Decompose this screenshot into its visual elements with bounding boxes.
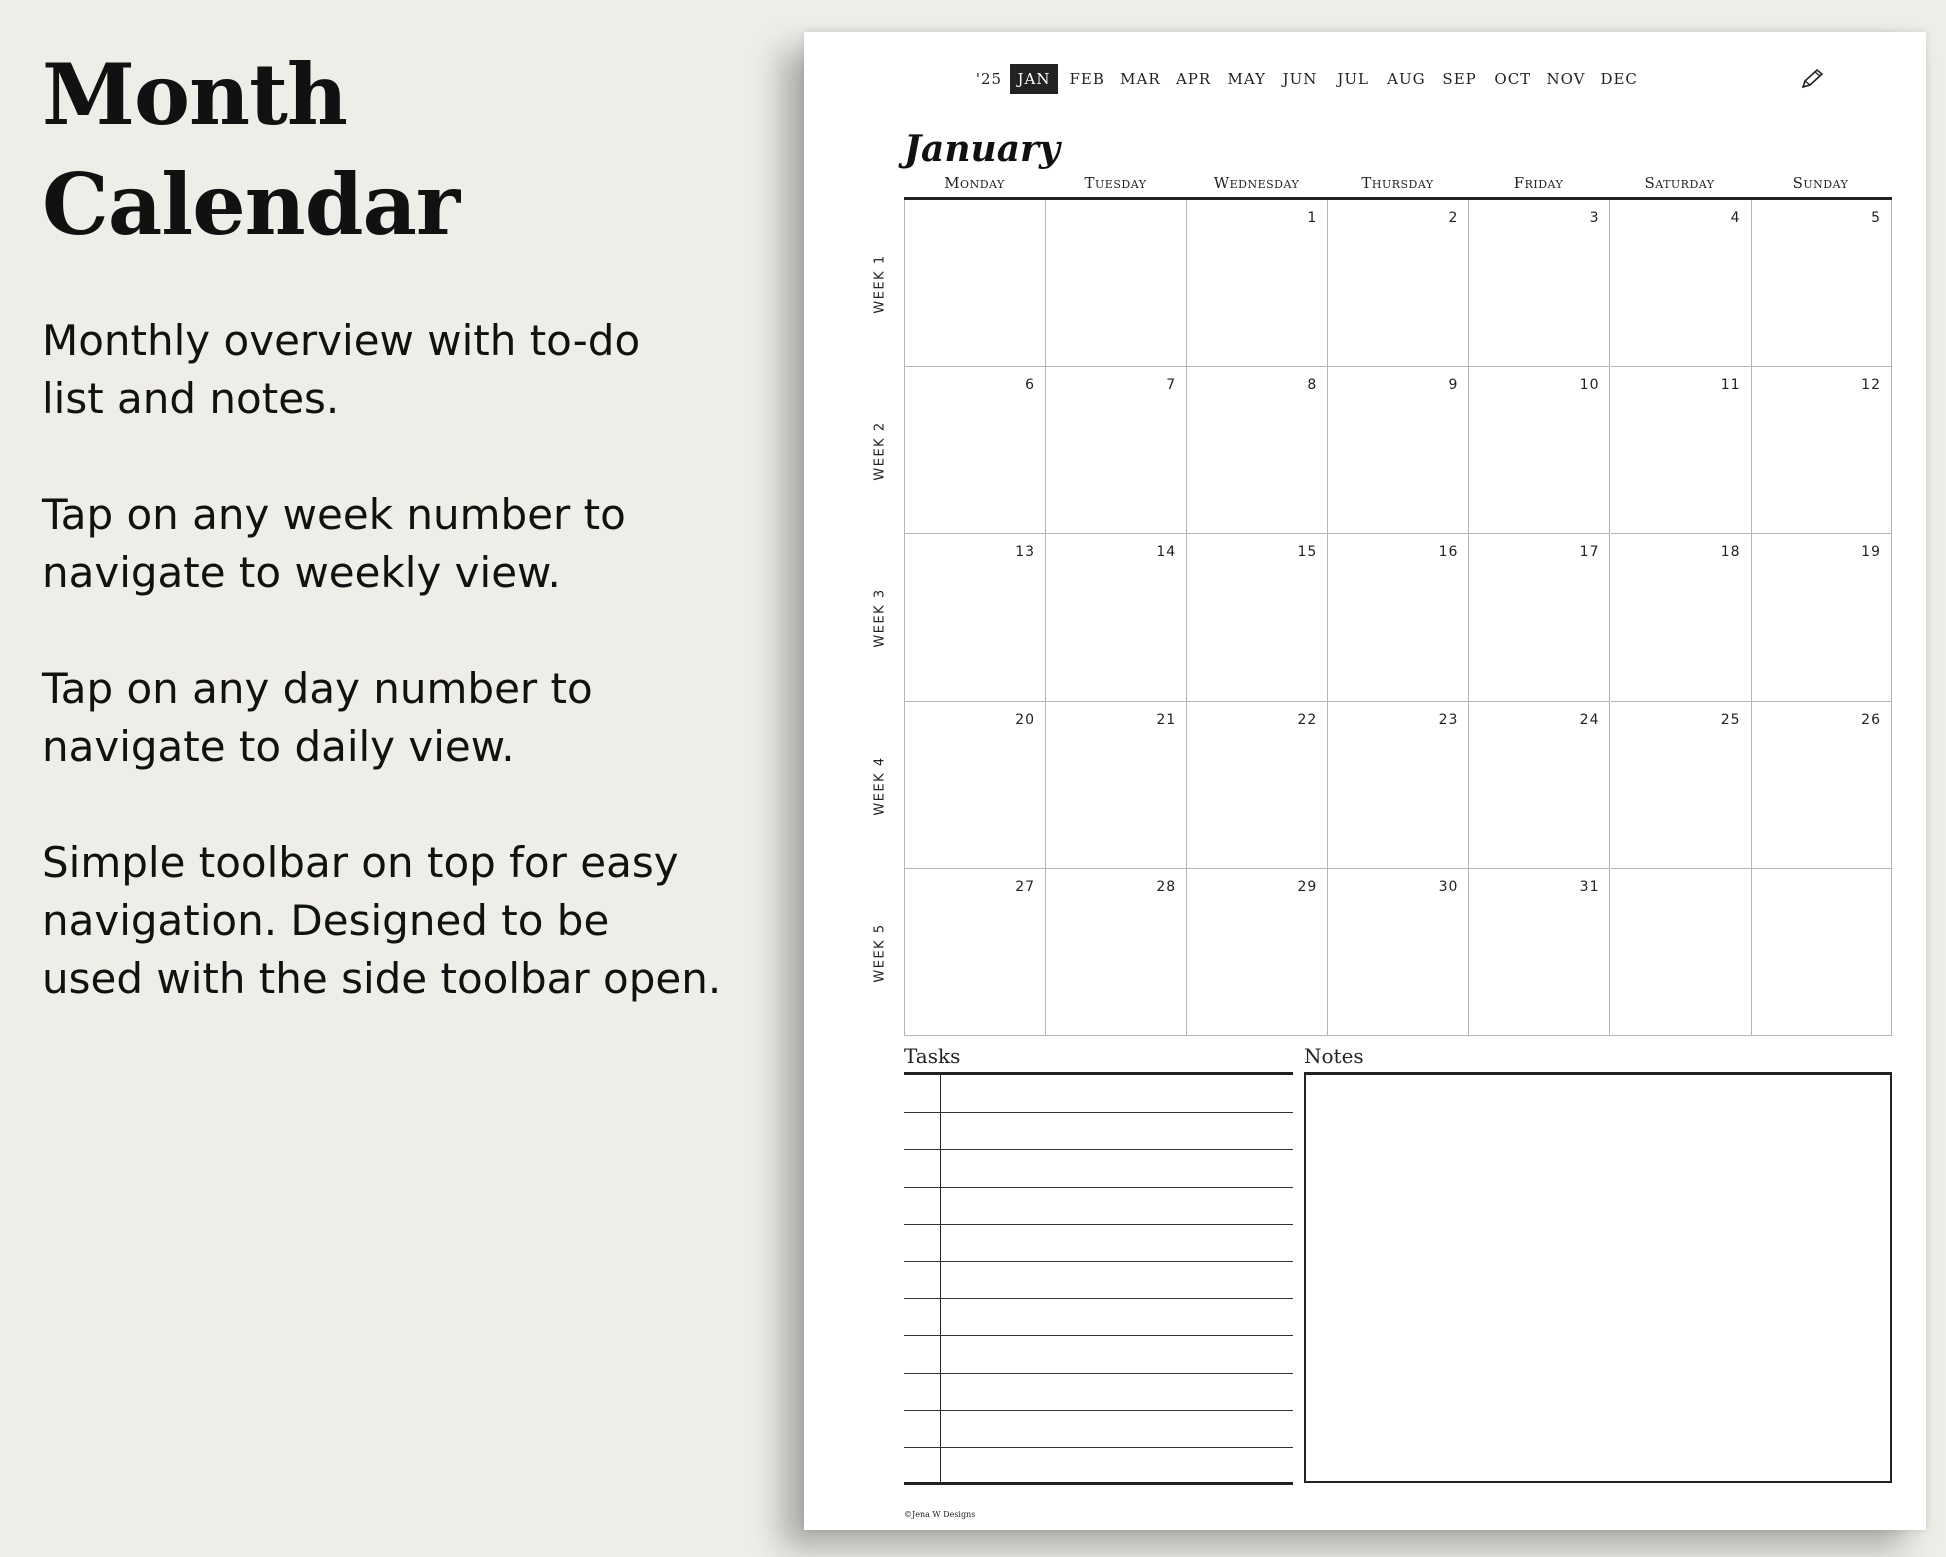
day-number[interactable]: 3 xyxy=(1589,210,1600,226)
day-number[interactable]: 6 xyxy=(1025,377,1036,394)
day-cell[interactable] xyxy=(1611,367,1752,534)
task-row-line xyxy=(904,1298,1293,1299)
dayhead-wednesday: Wednesday xyxy=(1213,174,1300,192)
day-number[interactable]: 31 xyxy=(1579,878,1600,895)
dayhead-tuesday: Tuesday xyxy=(1084,174,1147,192)
year-link[interactable]: '25 xyxy=(975,70,1003,88)
day-number[interactable]: 16 xyxy=(1438,544,1459,561)
day-cell[interactable] xyxy=(1328,869,1469,1035)
month-tab-sep[interactable]: SEP xyxy=(1442,70,1477,88)
week-label-text: WEEK 4 xyxy=(872,755,888,816)
month-tab-aug[interactable]: AUG xyxy=(1387,70,1426,88)
day-cell[interactable] xyxy=(1469,534,1610,701)
credit-text: ©Jena W Designs xyxy=(904,1510,976,1519)
task-row-line xyxy=(904,1149,1293,1150)
day-cell[interactable] xyxy=(1752,702,1891,869)
day-cell[interactable] xyxy=(1046,200,1187,367)
day-cell[interactable] xyxy=(905,200,1046,367)
month-tab-jan[interactable]: JAN xyxy=(1010,64,1058,94)
task-row-line xyxy=(904,1482,1293,1485)
day-cell[interactable] xyxy=(1611,869,1752,1035)
week-label-2[interactable] xyxy=(860,367,900,535)
month-tab-dec[interactable]: DEC xyxy=(1600,70,1638,88)
day-number[interactable]: 7 xyxy=(1166,377,1177,394)
day-number[interactable]: 10 xyxy=(1579,377,1600,394)
month-toolbar xyxy=(804,64,1926,94)
task-row-line xyxy=(904,1335,1293,1336)
dayhead-thursday: Thursday xyxy=(1361,174,1434,192)
day-cell[interactable] xyxy=(1328,200,1469,367)
task-row-line xyxy=(904,1112,1293,1113)
day-number[interactable]: 4 xyxy=(1730,210,1741,226)
day-number[interactable]: 1 xyxy=(1307,210,1318,226)
day-number[interactable]: 2 xyxy=(1448,210,1459,226)
week-label-text: WEEK 1 xyxy=(872,254,888,314)
task-row-line xyxy=(904,1447,1293,1448)
day-cell[interactable] xyxy=(905,702,1046,869)
day-number[interactable]: 27 xyxy=(1015,878,1036,895)
month-tab-jul[interactable]: JUL xyxy=(1337,70,1369,88)
month-title: January xyxy=(904,128,1060,170)
week-label-4[interactable] xyxy=(860,702,900,870)
day-number[interactable]: 15 xyxy=(1297,544,1318,561)
day-cell[interactable] xyxy=(905,534,1046,701)
week-label-1[interactable] xyxy=(860,200,900,368)
day-number[interactable]: 23 xyxy=(1438,711,1459,728)
day-cell[interactable] xyxy=(1046,367,1187,534)
day-cell[interactable] xyxy=(1611,534,1752,701)
dayhead-monday: Monday xyxy=(944,174,1005,192)
day-cell[interactable] xyxy=(1752,200,1891,367)
day-cell[interactable] xyxy=(1469,200,1610,367)
task-row-line xyxy=(904,1410,1293,1411)
day-cell[interactable] xyxy=(1469,702,1610,869)
dayhead-friday: Friday xyxy=(1513,174,1564,192)
tasks-list xyxy=(904,1072,1293,1484)
day-cell[interactable] xyxy=(905,367,1046,534)
day-number[interactable]: 13 xyxy=(1015,544,1036,561)
month-tab-feb[interactable]: FEB xyxy=(1069,70,1105,88)
day-number[interactable]: 9 xyxy=(1448,377,1459,394)
day-number[interactable]: 17 xyxy=(1579,544,1600,561)
day-number[interactable]: 25 xyxy=(1720,711,1741,728)
day-number[interactable]: 26 xyxy=(1861,711,1881,728)
promo-title: Month Calendar xyxy=(42,45,460,254)
day-cell[interactable] xyxy=(1328,534,1469,701)
month-tab-apr[interactable]: APR xyxy=(1175,70,1212,88)
day-cell[interactable] xyxy=(1046,534,1187,701)
day-number[interactable]: 24 xyxy=(1579,711,1600,728)
day-number[interactable]: 19 xyxy=(1861,544,1881,561)
day-cell[interactable] xyxy=(1611,702,1752,869)
day-cell[interactable] xyxy=(1469,367,1610,534)
day-cell[interactable] xyxy=(1046,702,1187,869)
notes-title: Notes xyxy=(1304,1044,1364,1068)
day-cell[interactable] xyxy=(1187,702,1328,869)
pencil-icon[interactable] xyxy=(1799,68,1825,90)
week-label-5[interactable] xyxy=(860,869,900,1037)
month-tab-may[interactable]: MAY xyxy=(1227,70,1267,88)
task-row-line xyxy=(904,1224,1293,1225)
day-number[interactable]: 14 xyxy=(1156,544,1177,561)
month-tab-jun[interactable]: JUN xyxy=(1282,70,1318,88)
promo-panel xyxy=(42,40,732,1008)
day-number[interactable]: 22 xyxy=(1297,711,1318,728)
day-cell[interactable] xyxy=(1046,869,1187,1035)
day-cell[interactable] xyxy=(1187,200,1328,367)
calendar-grid xyxy=(904,200,1892,1036)
day-number[interactable]: 5 xyxy=(1871,210,1881,226)
day-number[interactable]: 8 xyxy=(1307,377,1318,394)
week-label-3[interactable] xyxy=(860,534,900,702)
promo-paragraph-3: Tap on any day number to navigate to daily view. xyxy=(42,664,593,771)
task-row-line xyxy=(904,1373,1293,1374)
month-tab-nov[interactable]: NOV xyxy=(1546,70,1586,88)
day-cell[interactable] xyxy=(1328,702,1469,869)
month-tab-oct[interactable]: OCT xyxy=(1494,70,1532,88)
day-headers xyxy=(904,174,1892,192)
day-number[interactable]: 28 xyxy=(1156,878,1177,895)
task-row-line xyxy=(904,1261,1293,1262)
promo-paragraph-2: Tap on any week number to navigate to weekly view. xyxy=(42,490,626,597)
promo-paragraph-1: Monthly overview with to-do list and notes. xyxy=(42,316,641,423)
month-tab-mar[interactable]: MAR xyxy=(1120,70,1161,88)
day-cell[interactable] xyxy=(1187,367,1328,534)
day-cell[interactable] xyxy=(1328,367,1469,534)
task-row-line xyxy=(904,1187,1293,1188)
planner-page xyxy=(804,32,1926,1530)
day-cell[interactable] xyxy=(1752,869,1891,1035)
day-cell[interactable] xyxy=(905,869,1046,1035)
notes-area[interactable] xyxy=(1304,1072,1892,1483)
day-number[interactable]: 20 xyxy=(1015,711,1036,728)
day-number[interactable]: 30 xyxy=(1438,878,1459,895)
day-number[interactable]: 18 xyxy=(1720,544,1741,561)
day-number[interactable]: 12 xyxy=(1861,377,1881,394)
day-cell[interactable] xyxy=(1187,869,1328,1035)
day-cell[interactable] xyxy=(1611,200,1752,367)
day-cell[interactable] xyxy=(1469,869,1610,1035)
day-number[interactable]: 21 xyxy=(1156,711,1177,728)
week-label-text: WEEK 3 xyxy=(872,588,888,648)
day-cell[interactable] xyxy=(1752,367,1891,534)
day-number[interactable]: 11 xyxy=(1720,377,1741,394)
tasks-title: Tasks xyxy=(904,1044,961,1068)
day-cell[interactable] xyxy=(1187,534,1328,701)
week-label-text: WEEK 2 xyxy=(872,421,888,481)
week-label-text: WEEK 5 xyxy=(872,923,888,983)
day-number[interactable]: 29 xyxy=(1297,878,1318,895)
tasks-checkbox-column-rule xyxy=(940,1075,941,1484)
day-cell[interactable] xyxy=(1752,534,1891,701)
dayhead-saturday: Saturday xyxy=(1644,174,1715,192)
dayhead-sunday: Sunday xyxy=(1792,174,1849,192)
promo-paragraph-4: Simple toolbar on top for easy navigation. Designed to be used with the side toolbar open. xyxy=(42,838,722,1003)
